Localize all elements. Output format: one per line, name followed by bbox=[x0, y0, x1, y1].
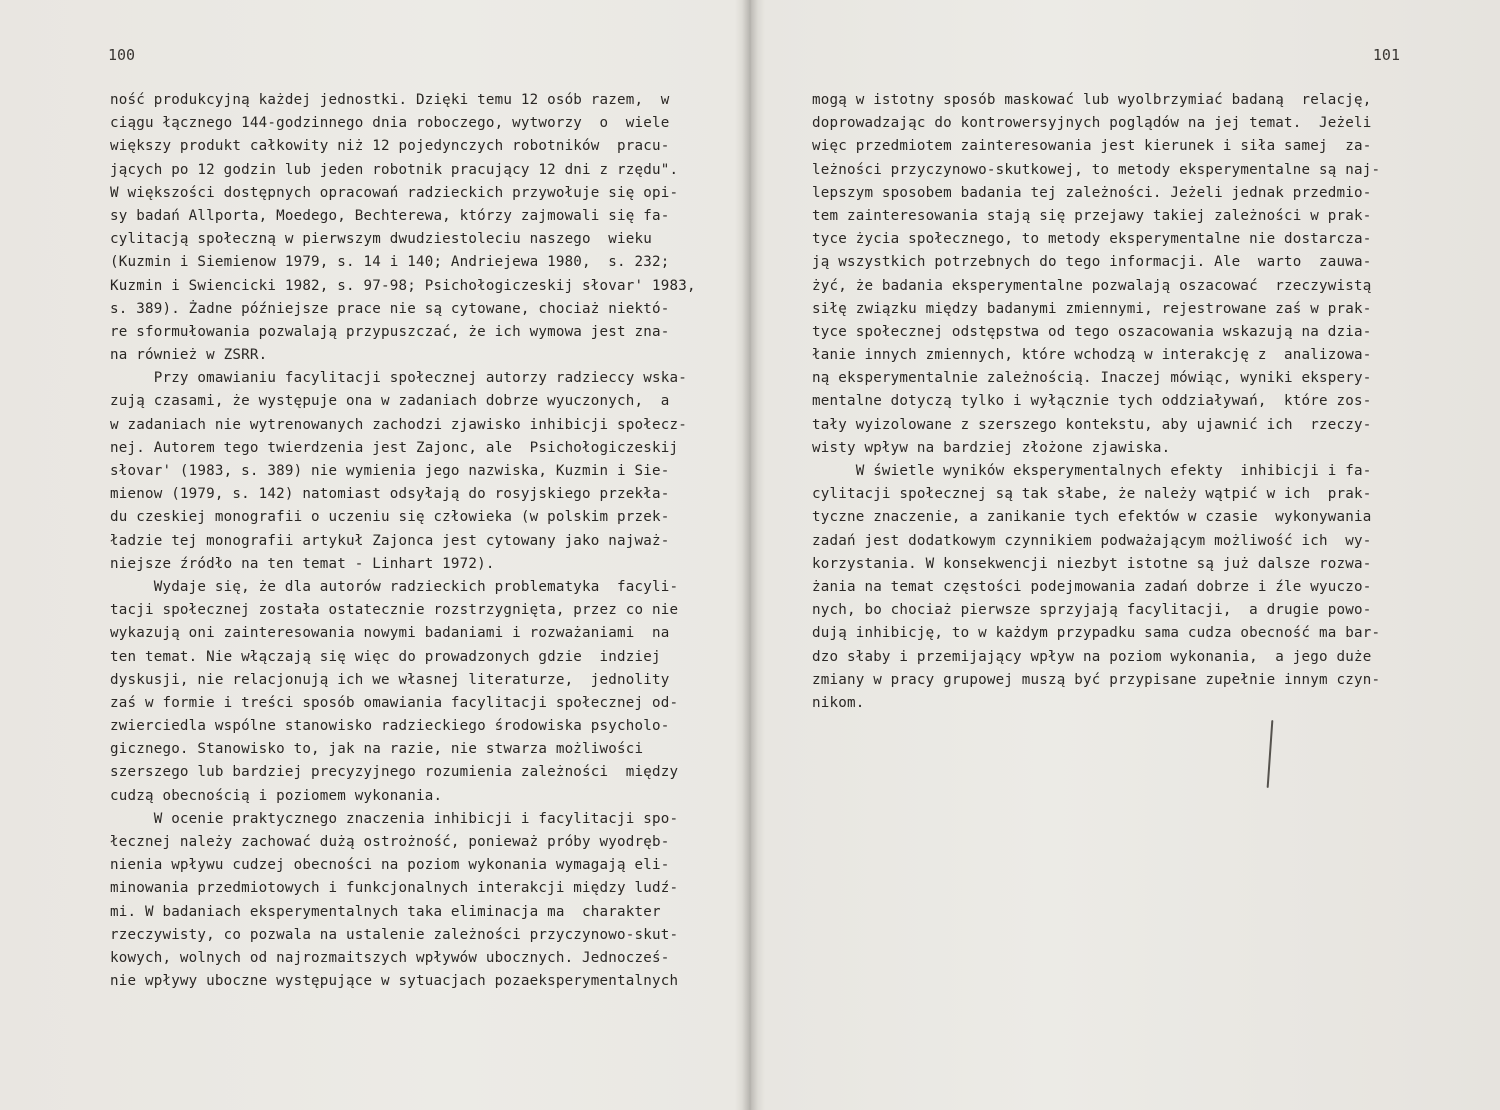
text-line: W świetle wyników eksperymentalnych efekty inhibicji i fa- bbox=[812, 463, 1372, 479]
text-line: siłę związku między badanymi zmiennymi, rejestrowane zaś w prak- bbox=[812, 300, 1372, 317]
text-line: tyce społecznej odstępstwa od tego oszacowania wskazują na dzia- bbox=[812, 323, 1372, 340]
text-line: mentalne dotyczą tylko i wyłącznie tych oddziaływań, które zos- bbox=[812, 393, 1372, 410]
text-line: dzo słaby i przemijający wpływ na poziom wykonania, a jego duże bbox=[812, 648, 1372, 665]
text-line: słovar' (1983, s. 389) nie wymienia jego nazwiska, Kuzmin i Sie- bbox=[110, 463, 670, 479]
text-line: cudzą obecnością i poziomem wykonania. bbox=[110, 787, 443, 804]
text-line: łanie innych zmiennych, które wchodzą w interakcję z analizowa- bbox=[812, 347, 1372, 364]
text-line: większy produkt całkowity niż 12 pojedynczych robotników pracu- bbox=[110, 138, 670, 155]
text-line: ność produkcyjną każdej jednostki. Dzięki temu 12 osób razem, w bbox=[110, 92, 670, 108]
page-number: 100 bbox=[108, 46, 136, 64]
text-line: nej. Autorem tego twierdzenia jest Zajonc, ale Psichołogiczeskij bbox=[110, 439, 679, 456]
text-line: jących po 12 godzin lub jeden robotnik pracujący 12 dni z rzędu". bbox=[110, 161, 679, 178]
text-line: łecznej należy zachować dużą ostrożność, ponieważ próby wyodręb- bbox=[110, 834, 670, 850]
text-line: ną eksperymentalnie zależnością. Inaczej mówiąc, wyniki ekspery- bbox=[812, 370, 1372, 387]
left-page bbox=[0, 0, 748, 1110]
text-line: leżności przyczynowo-skutkowej, to metody eksperymentalne są naj- bbox=[812, 161, 1381, 178]
text-line: niejsze źródło na ten temat - Linhart 1972). bbox=[110, 555, 495, 572]
text-line: cylitacją społeczną w pierwszym dwudziestoleciu naszego wieku bbox=[110, 231, 652, 248]
text-line: zmiany w pracy grupowej muszą być przypisane zupełnie innym czyn- bbox=[812, 671, 1381, 688]
text-line: tacji społecznej została ostatecznie rozstrzygnięta, przez co nie bbox=[110, 602, 679, 619]
text-line: szerszego lub bardziej precyzyjnego rozumienia zależności między bbox=[110, 764, 679, 781]
text-line: korzystania. W konsekwencji niezbyt istotne są już dalsze rozwa- bbox=[812, 555, 1372, 572]
text-line: żyć, że badania eksperymentalne pozwalają oszacować rzeczywistą bbox=[812, 277, 1372, 294]
page-body-text bbox=[110, 89, 740, 993]
right-page bbox=[752, 0, 1500, 1110]
text-line: tały wyizolowane z szerszego kontekstu, aby ujawnić ich rzeczy- bbox=[812, 416, 1372, 433]
text-line: lepszym sposobem badania tej zależności. Jeżeli jednak przedmio- bbox=[812, 184, 1372, 201]
text-line: kowych, wolnych od najrozmaitszych wpływów ubocznych. Jednocześ- bbox=[110, 949, 670, 966]
text-line: nie wpływy uboczne występujące w sytuacjach pozaeksperymentalnych bbox=[110, 973, 679, 990]
text-line: cylitacji społecznej są tak słabe, że należy wątpić w ich prak- bbox=[812, 486, 1372, 503]
text-line: nych, bo chociaż pierwsze sprzyjają facylitacji, a drugie powo- bbox=[812, 602, 1372, 619]
text-line: du czeskiej monografii o uczeniu się człowieka (w polskim przek- bbox=[110, 509, 670, 526]
text-line: mi. W badaniach eksperymentalnych taka eliminacja ma charakter bbox=[110, 903, 661, 920]
text-line: w zadaniach nie wytrenowanych zachodzi zjawisko inhibicji społecz- bbox=[110, 416, 687, 433]
text-line: zaś w formie i treści sposób omawiania facylitacji społecznej od- bbox=[110, 694, 679, 711]
text-line: ją wszystkich potrzebnych do tego informacji. Ale warto zauwa- bbox=[812, 254, 1372, 271]
text-line: wisty wpływ na bardziej złożone zjawiska. bbox=[812, 439, 1171, 456]
text-line: (Kuzmin i Siemienow 1979, s. 14 i 140; Andriejewa 1980, s. 232; bbox=[110, 254, 670, 271]
text-line: W większości dostępnych opracowań radzieckich przywołuje się opi- bbox=[110, 184, 679, 201]
text-line: nikom. bbox=[812, 694, 865, 711]
text-line: nienia wpływu cudzej obecności na poziom wykonania wymagają eli- bbox=[110, 857, 670, 874]
text-line: re sformułowania pozwalają przypuszczać, że ich wymowa jest zna- bbox=[110, 323, 670, 340]
text-line: gicznego. Stanowisko to, jak na razie, nie stwarza możliwości bbox=[110, 741, 644, 758]
text-line: zwierciedla wspólne stanowisko radzieckiego środowiska psycholo- bbox=[110, 718, 670, 735]
text-line: Przy omawianiu facylitacji społecznej autorzy radzieccy wska- bbox=[110, 370, 687, 387]
text-line: tyczne znaczenie, a zanikanie tych efektów w czasie wykonywania bbox=[812, 509, 1372, 526]
text-line: s. 389). Żadne późniejsze prace nie są cytowane, chociaż niektó- bbox=[110, 300, 670, 317]
text-line: W ocenie praktycznego znaczenia inhibicji i facylitacji spo- bbox=[110, 810, 679, 827]
text-line: zadań jest dodatkowym czynnikiem podważającym możliwość ich wy- bbox=[812, 532, 1372, 549]
text-line: mienow (1979, s. 142) natomiast odsyłają do rosyjskiego przekła- bbox=[110, 486, 670, 503]
text-line: więc przedmiotem zainteresowania jest kierunek i siła samej za- bbox=[812, 138, 1372, 155]
text-line: tem zainteresowania stają się przejawy takiej zależności w prak- bbox=[812, 207, 1372, 224]
text-line: sy badań Allporta, Moedego, Bechterewa, którzy zajmowali się fa- bbox=[110, 207, 670, 224]
text-line: minowania przedmiotowych i funkcjonalnych interakcji między ludź- bbox=[110, 880, 679, 897]
text-line: dyskusji, nie relacjonują ich we własnej literaturze, jednolity bbox=[110, 671, 670, 688]
text-line: wykazują oni zainteresowania nowymi badaniami i rozważaniami na bbox=[110, 625, 670, 642]
text-line: zują czasami, że występuje ona w zadaniach dobrze wyuczonych, a bbox=[110, 393, 670, 410]
text-line: mogą w istotny sposób maskować lub wyolbrzymiać badaną relację, bbox=[812, 92, 1372, 108]
text-line: rzeczywisty, co pozwala na ustalenie zależności przyczynowo-skut- bbox=[110, 926, 679, 943]
text-line: ciągu łącznego 144-godzinnego dnia roboczego, wytworzy o wiele bbox=[110, 115, 670, 132]
text-line: na również w ZSRR. bbox=[110, 347, 268, 364]
text-line: tyce życia społecznego, to metody eksperymentalne nie dostarcza- bbox=[812, 231, 1372, 248]
text-line: dują inhibicję, to w każdym przypadku sama cudza obecność ma bar- bbox=[812, 625, 1381, 642]
text-line: Wydaje się, że dla autorów radzieckich problematyka facyli- bbox=[110, 578, 679, 595]
text-line: Kuzmin i Swiencicki 1982, s. 97-98; Psichołogiczeskij słovar' 1983, bbox=[110, 277, 696, 294]
text-line: doprowadzając do kontrowersyjnych poglądów na jej temat. Jeżeli bbox=[812, 115, 1372, 132]
text-line: ten temat. Nie włączają się więc do prowadzonych gdzie indziej bbox=[110, 648, 661, 665]
text-line: żania na temat częstości podejmowania zadań dobrze i źle wyuczo- bbox=[812, 578, 1372, 595]
page-body-text bbox=[812, 89, 1452, 715]
pencil-mark bbox=[1267, 720, 1274, 788]
page-number: 101 bbox=[1372, 46, 1400, 64]
text-line: ładzie tej monografii artykuł Zajonca jest cytowany jako najważ- bbox=[110, 532, 670, 549]
